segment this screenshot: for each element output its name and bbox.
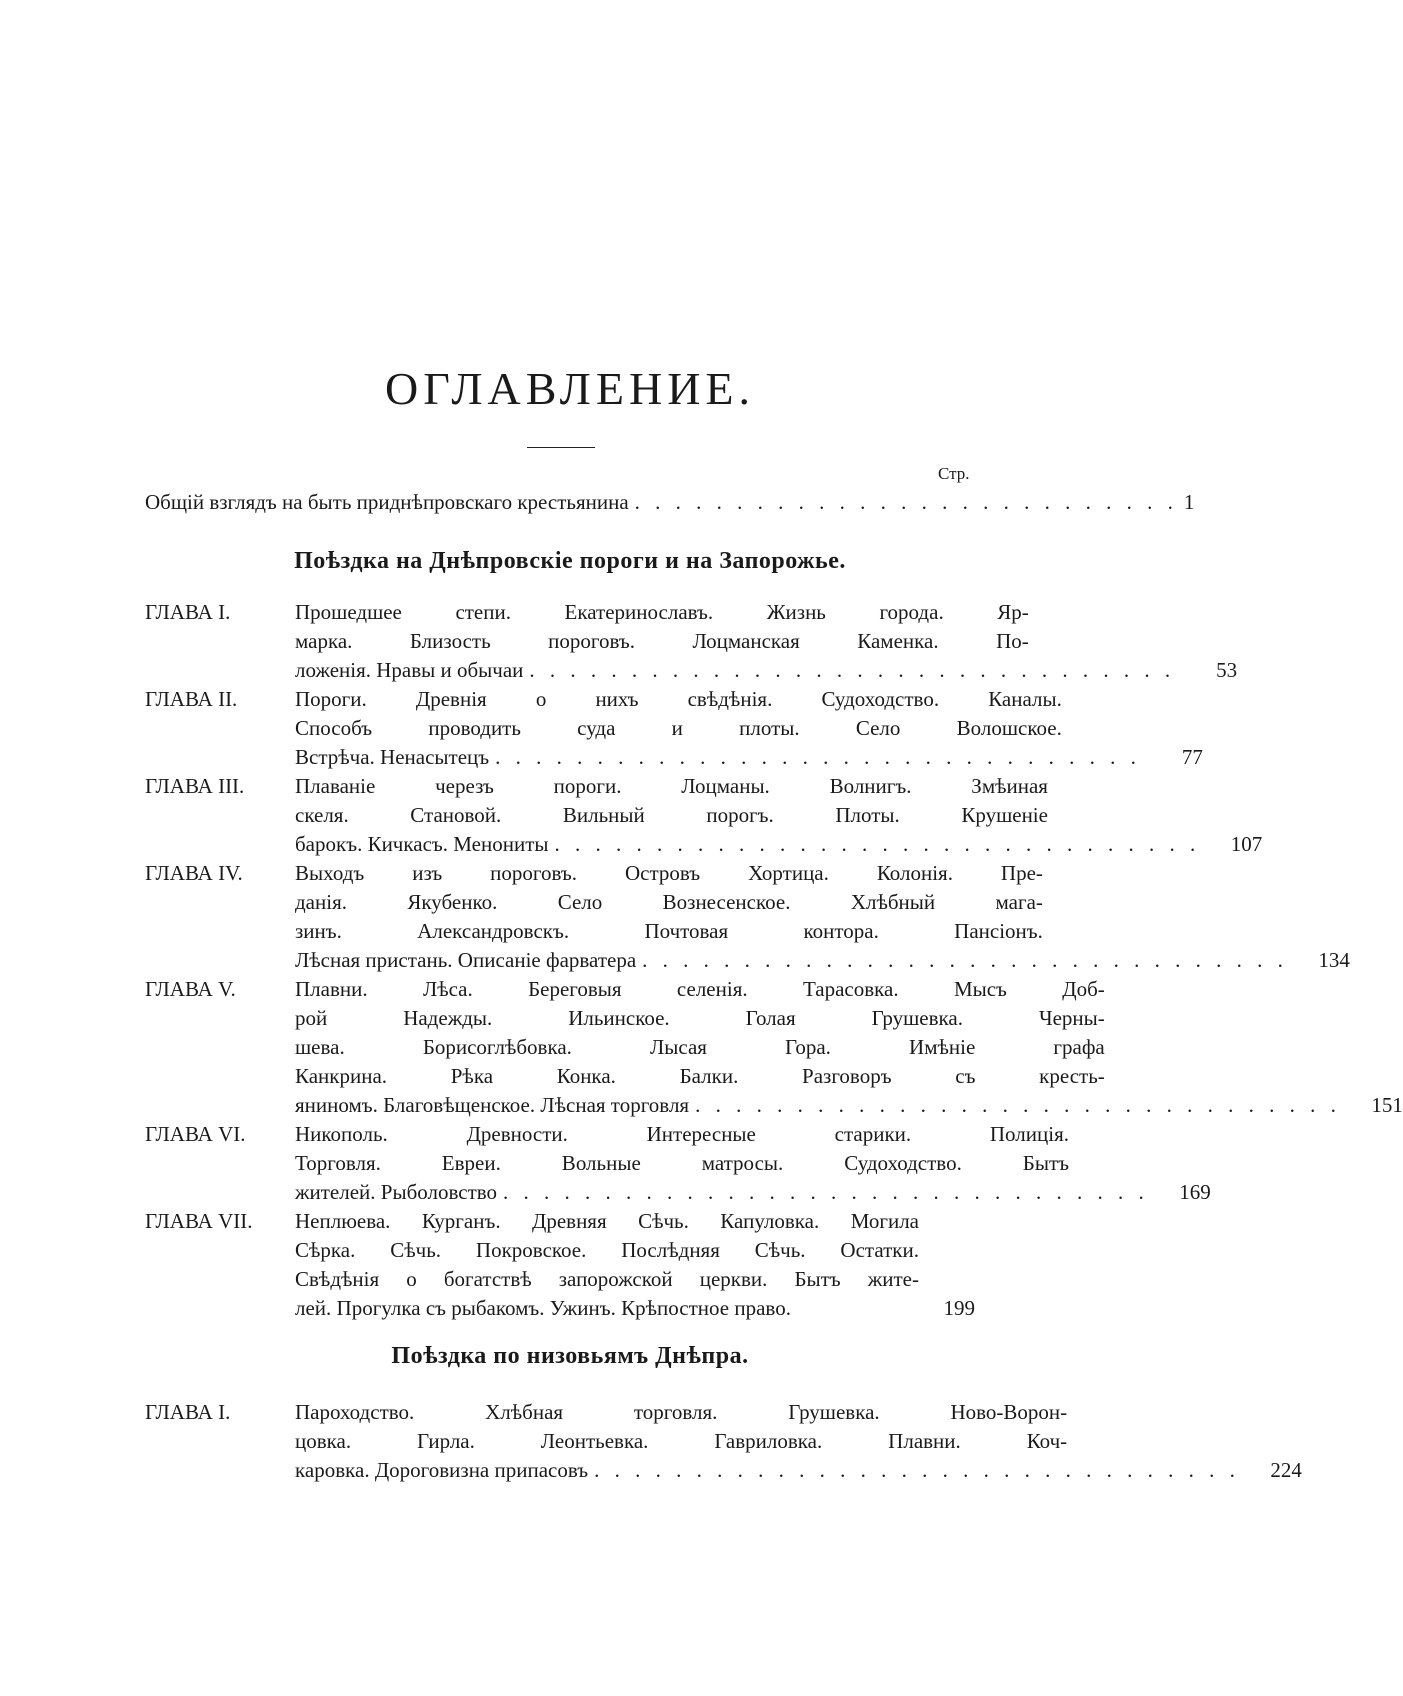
chapter-label: ГЛАВА III. [145,774,245,798]
chapter-line [295,1398,1123,1427]
chapter-label: ГЛАВА IV. [145,861,243,885]
chapter-entry [145,1398,1302,1485]
part1-chapters [145,598,1403,1323]
chapter-line [295,743,1203,772]
chapter-line-text: Встрѣча. Ненасытецъ [295,745,490,769]
chapter-line [295,1456,1302,1485]
chapter-line [295,1091,1403,1120]
chapter-line [295,946,1350,975]
leader-dots: . . . . . . . . . . . . . . . . . . . . . . . . . . . . . . . . [695,1093,1341,1117]
chapter-line-text: данія. Якубенко. Село Вознесенское. Хлѣбный мага- [295,890,1043,914]
chapter-line [295,685,1118,714]
part2-heading: Поѣздка по низовьямъ Днѣпра. [391,1343,749,1369]
chapter-line-text: барокъ. Кичкасъ. Менониты [295,832,549,856]
chapter-label: ГЛАВА I. [145,600,231,624]
chapter-line-text: Выходъ изъ пороговъ. Островъ Хортица. Колонія. Пре- [295,861,1043,885]
leader-dots: . . . . . . . . . . . . . . . . . . . . . . . . . . . . . . . . [594,1458,1240,1482]
chapter-line-text: Неплюева. Курганъ. Древняя Сѣчь. Капуловка. Могила [295,1209,919,1233]
leader-dots: . . . . . . . . . . . . . . . . . . . . . . . . . . . . . . . . [529,658,1176,682]
chapter-line [295,1236,975,1265]
chapter-line-text: Пароходство. Хлѣбная торговля. Грушевка. Ново-Ворон- [295,1400,1068,1424]
chapter-label: ГЛАВА II. [145,687,238,711]
chapter-entry [145,598,1238,685]
chapter-line-text: зинъ. Александровскъ. Почтовая контора. Пансіонъ. [295,919,1043,943]
chapter-line-text: скеля. Становой. Вильный порогъ. Плоты. Крушеніе [295,803,1048,827]
leader-dots: . . . . . . . . . . . . . . . . . . . . . . . . . . . [634,490,1178,514]
chapter-line [295,917,1099,946]
chapter-line [295,1120,1125,1149]
chapter-label: ГЛАВА VI. [145,1122,246,1146]
chapter-line [295,656,1238,685]
chapter-page: 134 [1318,948,1350,972]
page-title: ОГЛАВЛЕНИЕ. [384,363,756,414]
chapter-page: 107 [1230,832,1263,856]
chapter-line [295,1033,1161,1062]
chapter-page: 199 [943,1296,975,1320]
chapter-line-text: марка. Близость пороговъ. Лоцманская Каменка. По- [295,629,1029,653]
chapter-line [295,1004,1161,1033]
chapter-label: ГЛАВА VII. [145,1209,253,1233]
leader-dots: . . . . . . . . . . . . . . . . . . . . . . . . . . . . . . . . [503,1180,1149,1204]
chapter-summary [295,1120,1211,1207]
chapter-line-text: Никополь. Древности. Интересные старики. Полиція. [295,1122,1069,1146]
chapter-line [295,772,1104,801]
leader-dots: . . . . . . . . . . . . . . . . . . . . . . . . . . . . . . . . [495,745,1141,769]
chapter-line-text: Плавни. Лѣса. Береговыя селенія. Тарасовка. Мысъ Доб- [295,977,1105,1001]
chapter-line-text: шева. Борисоглѣбовка. Лысая Гора. Имѣніе графа [295,1035,1105,1059]
chapter-page: 151 [1371,1093,1403,1117]
part1-heading: Поѣздка на Днѣпровскіе пороги и на Запорожье. [294,548,846,574]
chapter-line-text: каровка. Дороговизна припасовъ [295,1458,589,1482]
chapter-line [295,1294,975,1323]
leader-dots: . . . . . . . . . . . . . . . . . . . . . . . . . . . . . . . . [554,832,1201,856]
chapter-line-text: Способъ проводить суда и плоты. Село Волошское. [295,716,1062,740]
chapter-line [295,888,1099,917]
chapter-summary [295,1207,975,1323]
chapter-line-text: Торговля. Евреи. Вольные матросы. Судоходство. Бытъ [295,1151,1069,1175]
chapter-line-text: жителей. Рыболовство [295,1180,498,1204]
chapter-page: 53 [1216,658,1238,682]
title-divider [527,447,595,448]
chapter-label: ГЛАВА I. [145,1400,231,1424]
chapter-page: 77 [1181,745,1203,769]
chapter-line-text: ложенія. Нравы и обычаи [295,658,524,682]
chapter-entry [145,772,1263,859]
chapter-summary [295,685,1203,772]
chapter-summary [295,772,1263,859]
chapter-line [295,1062,1161,1091]
chapter-line [295,627,1085,656]
chapter-entry [145,859,1350,975]
intro-entry [145,490,1195,515]
chapter-line-text: цовка. Гирла. Леонтьевка. Гавриловка. Плавни. Коч- [295,1429,1068,1453]
page-column-label: Стр. [938,464,970,483]
chapter-summary [295,598,1238,685]
chapter-entry [145,1207,975,1323]
chapter-line [295,801,1104,830]
chapter-line-text: Пороги. Древнія о нихъ свѣдѣнія. Судоходство. Каналы. [295,687,1062,711]
chapter-line [295,1149,1125,1178]
chapter-line [295,1427,1123,1456]
chapter-line-text: Сѣрка. Сѣчь. Покровское. Послѣдняя Сѣчь. Остатки. [295,1238,919,1262]
chapter-line [295,1178,1211,1207]
chapter-line-text: Свѣдѣнія о богатствѣ запорожской церкви. Бытъ жите- [295,1267,919,1291]
chapter-label: ГЛАВА V. [145,977,236,1001]
chapter-line-text: рой Надежды. Ильинское. Голая Грушевка. Черны- [295,1006,1105,1030]
intro-text: Общій взглядъ на быть приднѣпровскаго крестьянина [145,490,629,514]
chapter-summary [295,859,1350,975]
chapter-line [295,1207,975,1236]
chapter-page: 169 [1179,1180,1211,1204]
leader-dots: . . . . . . . . . . . . . . . . . . . . . . . . . . . . . . . . [642,948,1288,972]
chapter-line [295,1265,975,1294]
chapter-entry [145,685,1203,772]
chapter-line [295,598,1085,627]
part2-chapters [145,1398,1302,1485]
chapter-line-text: Прошедшее степи. Екатеринославъ. Жизнь города. Яр- [295,600,1029,624]
chapter-line [295,830,1263,859]
intro-page: 1 [1183,490,1195,514]
chapter-entry [145,1120,1211,1207]
chapter-page: 224 [1270,1458,1302,1482]
chapter-line [295,975,1161,1004]
chapter-line [295,859,1099,888]
chapter-line [295,714,1118,743]
chapter-summary [295,1398,1302,1485]
chapter-line-text: Плаваніе черезъ пороги. Лоцманы. Волнигъ. Змѣиная [295,774,1048,798]
chapter-line-text: Канкрина. Рѣка Конка. Балки. Разговоръ съ кресть- [295,1064,1105,1088]
chapter-summary [295,975,1403,1120]
chapter-line-text: яниномъ. Благовѣщенское. Лѣсная торговля [295,1093,690,1117]
chapter-line-text: лей. Прогулка съ рыбакомъ. Ужинъ. Крѣпостное право. [295,1296,791,1320]
chapter-line-text: Лѣсная пристань. Описаніе фарватера [295,948,637,972]
chapter-entry [145,975,1403,1120]
